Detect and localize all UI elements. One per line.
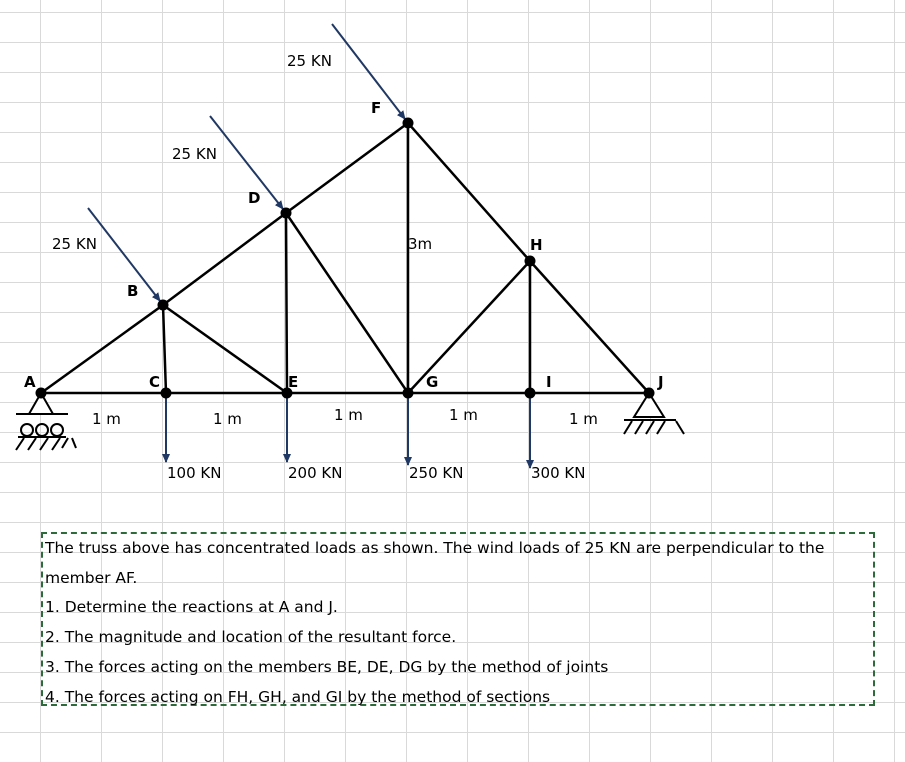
problem-intro-line-1: The truss above has concentrated loads as shown. The wind loads of 25 KN are perpendicular to the <box>45 539 825 557</box>
pin-support-j <box>624 393 684 434</box>
span-label-4: 1 m <box>449 406 478 424</box>
node-label-D: D <box>248 189 261 207</box>
span-label-3: 1 m <box>334 406 363 424</box>
node-label-B: B <box>127 282 139 300</box>
node-label-I: I <box>546 373 552 391</box>
span-label-2: 1 m <box>213 410 242 428</box>
node-label-E: E <box>288 373 299 391</box>
load-label-E: 200 KN <box>288 464 343 482</box>
load-label-C: 100 KN <box>167 464 222 482</box>
wind-load-label-D: 25 KN <box>172 145 217 163</box>
point-load-arrows <box>166 393 530 468</box>
node-A <box>36 388 47 399</box>
wind-load-arrows <box>88 24 405 301</box>
problem-intro-line-2: member AF. <box>45 568 138 587</box>
node-label-H: H <box>530 236 543 254</box>
truss-nodes <box>36 118 655 399</box>
wind-arrow-B <box>88 208 160 301</box>
member-DF <box>286 123 408 213</box>
node-J <box>644 388 655 399</box>
node-C <box>161 388 172 399</box>
node-label-C: C <box>149 373 161 391</box>
problem-statement-box <box>41 532 875 706</box>
node-B <box>158 300 169 311</box>
member-BE <box>163 305 287 393</box>
load-label-I: 300 KN <box>531 464 586 482</box>
node-F <box>403 118 414 129</box>
node-label-F: F <box>371 99 382 117</box>
wind-load-labels <box>52 52 332 253</box>
wind-arrow-D <box>210 116 283 209</box>
task-1: 1. Determine the reactions at A and J. <box>45 598 338 617</box>
load-label-G: 250 KN <box>409 464 464 482</box>
point-load-labels <box>167 464 585 482</box>
node-G <box>403 388 414 399</box>
span-label-1: 1 m <box>92 410 121 428</box>
node-label-G: G <box>426 373 439 391</box>
node-I <box>525 388 536 399</box>
member-AB <box>41 305 163 393</box>
node-label-A: A <box>24 373 36 391</box>
node-labels <box>24 99 664 391</box>
node-label-J: J <box>658 373 664 391</box>
span-labels <box>92 406 598 428</box>
member-DE <box>286 213 287 393</box>
member-BC <box>163 305 166 393</box>
member-BD <box>163 213 286 305</box>
task-2: 2. The magnitude and location of the resultant force. <box>45 628 457 647</box>
task-4: 4. The forces acting on FH, GH, and GI by the method of sections <box>45 687 551 706</box>
node-D <box>281 208 292 219</box>
wind-arrow-F <box>332 24 405 119</box>
wind-load-label-F: 25 KN <box>287 52 332 70</box>
member-DG <box>286 213 408 393</box>
span-label-5: 1 m <box>569 410 598 428</box>
wind-load-label-B: 25 KN <box>52 235 97 253</box>
truss-members <box>41 123 649 393</box>
height-label: 3m <box>408 235 433 253</box>
roller-support-a <box>16 393 76 450</box>
node-H <box>525 256 536 267</box>
task-3: 3. The forces acting on the members BE, DE, DG by the method of joints <box>45 657 609 676</box>
